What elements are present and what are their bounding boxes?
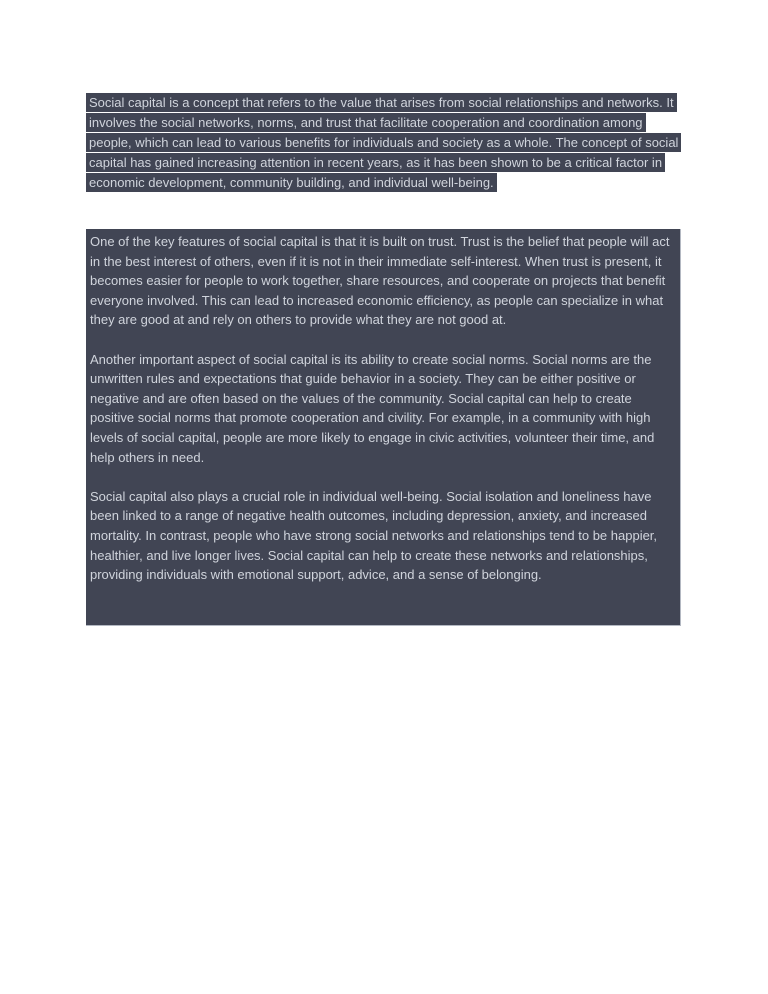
selection-block[interactable] — [86, 229, 681, 626]
selected-paragraph[interactable] — [86, 93, 683, 193]
paragraph-text[interactable]: Another important aspect of social capital is its ability to create social norms. Social norms are the unwritten rules and expectations that guide behavior in a society. They can be either positive or negative and are often based on the values of the community. Social capital can help to create positive social norms that promote cooperation and civility. For example, in a community with high levels of social capital, people are more likely to engage in civic activities, volunteer their time, and help others in need. — [90, 351, 655, 465]
selection-highlight[interactable]: Social capital is a concept that refers to the value that arises from social relationships and networks. It involves the social networks, norms, and trust that facilitate cooperation and coordination among people, which can lead to various benefits for individuals and society as a whole. The concept of social capital has gained increasing attention in recent years, as it has been shown to be a critical factor in economic development, community building, and individual well-being. — [86, 93, 681, 192]
paragraph-text[interactable]: Social capital also plays a crucial role in individual well-being. Social isolation and loneliness have been linked to a range of negative health outcomes, including depression, anxiety, and increased mortality. In contrast, people who have strong social networks and relationships tend to be happier, healthier, and live longer lives. Social capital can help to create these networks and relationships, providing individuals with emotional support, advice, and a sense of belonging. — [90, 488, 658, 583]
paragraph-text[interactable]: One of the key features of social capital is that it is built on trust. Trust is the belief that people will act in the best interest of others, even if it is not in their immediate self-interest. When trust is present, it becomes easier for people to work together, share resources, and cooperate on projects that benefit everyone involved. This can lead to increased economic efficiency, as people can specialize in what they are good at and rely on others to provide what they are not good at. — [90, 234, 670, 328]
